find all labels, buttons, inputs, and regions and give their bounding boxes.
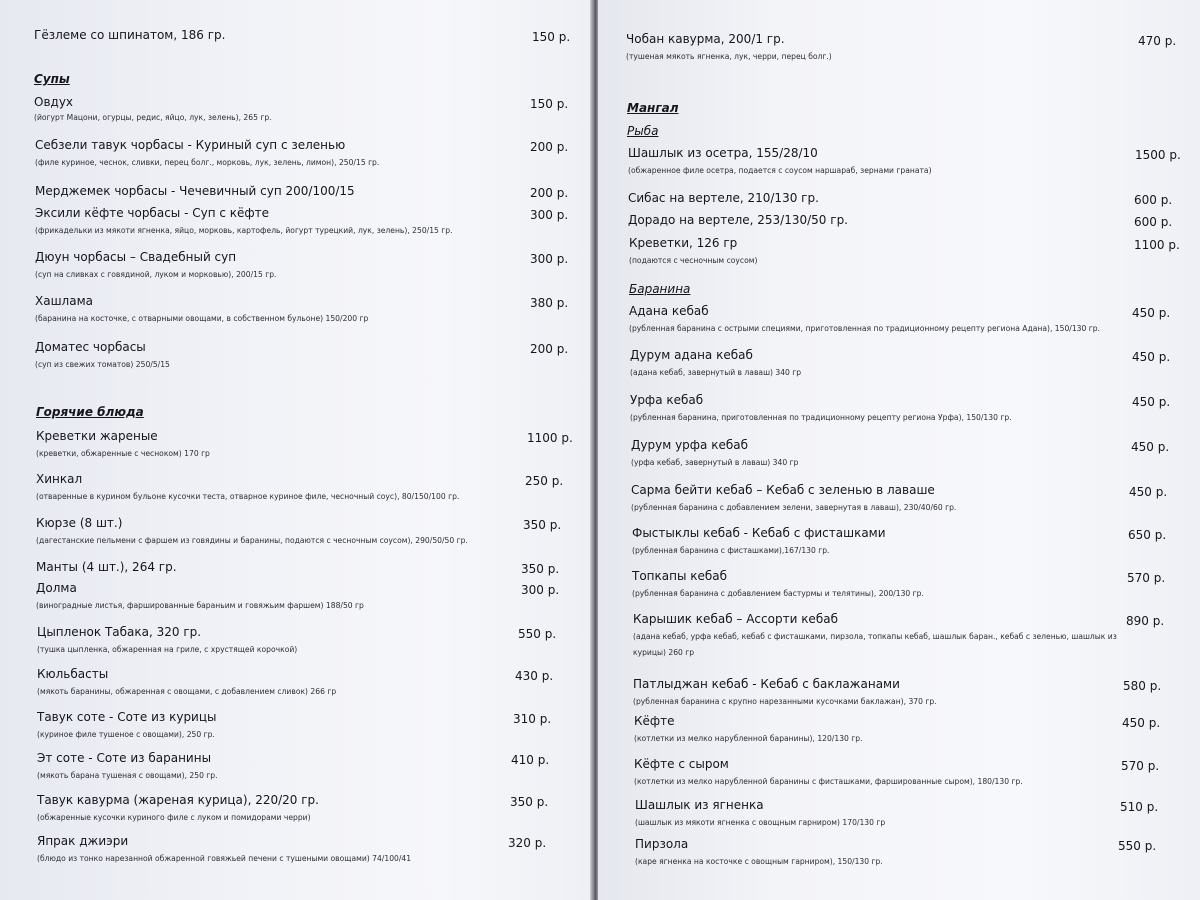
dish-description: (рубленная баранина с добавлением бастурмы и телятины), 200/130 гр. (632, 589, 924, 598)
dish-description: (адана кебаб, завернутый в лаваш) 340 гр (630, 368, 802, 377)
dish-name: Шашлык из осетра, 155/28/10 (628, 146, 818, 160)
dish-price: 570 р. (1127, 571, 1166, 585)
dish-description: (шашлык из мякоти ягненка с овощным гарниром) 170/130 гр (635, 818, 886, 827)
dish-price: 450 р. (1129, 485, 1168, 499)
dish-name: Топкапы кебаб (632, 569, 728, 583)
menu-page-left (0, 0, 592, 900)
dish-name: Цыпленок Табака, 320 гр. (37, 625, 202, 639)
dish-name: Карышик кебаб – Ассорти кебаб (633, 612, 838, 626)
dish-price: 1100 р. (527, 431, 573, 445)
dish-description: (филе куриное, чеснок, сливки, перец болг., морковь, лук, зелень, лимон), 250/15 гр. (35, 158, 380, 167)
dish-name: Дурум адана кебаб (630, 348, 753, 362)
dish-name: Овдух (34, 95, 74, 109)
dish-name: Манты (4 шт.), 264 гр. (36, 560, 177, 574)
dish-name: Креветки жареные (36, 429, 158, 443)
dish-price: 450 р. (1132, 306, 1171, 320)
dish-price: 550 р. (518, 627, 557, 641)
dish-price: 300 р. (530, 252, 569, 266)
dish-name: Долма (36, 581, 77, 595)
dish-name: Кюльбасты (37, 667, 109, 681)
dish-name: Дорадо на вертеле, 253/130/50 гр. (628, 213, 848, 227)
dish-name: Тавук соте - Соте из курицы (37, 710, 217, 724)
dish-name: Хашлама (35, 294, 93, 308)
dish-description: (креветки, обжаренные с чесноком) 170 гр (36, 449, 210, 458)
dish-name: Креветки, 126 гр (629, 236, 738, 250)
dish-name: Дурум урфа кебаб (631, 438, 748, 452)
dish-price: 320 р. (508, 836, 547, 850)
dish-description: (куриное филе тушеное с овощами), 250 гр. (37, 730, 215, 739)
dish-description: (тушка цыпленка, обжаренная на гриле, с хрустящей корочкой) (37, 645, 298, 654)
dish-price: 200 р. (530, 140, 569, 154)
dish-price: 310 р. (513, 712, 552, 726)
dish-price: 1100 р. (1134, 238, 1180, 252)
dish-name: Эксили кёфте чорбасы - Суп с кёфте (35, 206, 270, 220)
dish-name: Сарма бейти кебаб – Кебаб с зеленью в лаваше (631, 483, 935, 497)
section-subheading: Баранина (629, 282, 691, 296)
dish-price: 380 р. (530, 296, 569, 310)
dish-name: Фыстыклы кебаб - Кебаб с фисташками (632, 526, 886, 540)
dish-description: (фрикадельки из мякоти ягненка, яйцо, морковь, картофель, йогурт турецкий, лук, зелень), 250/15 гр. (35, 226, 453, 235)
dish-name: Патлыджан кебаб - Кебаб с баклажанами (633, 677, 900, 691)
dish-price: 470 р. (1138, 34, 1177, 48)
section-heading: Мангал (627, 101, 679, 115)
dish-price: 250 р. (525, 474, 564, 488)
dish-price: 150 р. (532, 30, 571, 44)
dish-price: 200 р. (530, 186, 569, 200)
dish-price: 580 р. (1123, 679, 1162, 693)
dish-price: 450 р. (1132, 350, 1171, 364)
dish-description: (адана кебаб, урфа кебаб, кебаб с фисташками, пирзола, топкапы кебаб, шашлык баран., кебаб с зеленью, шашлык из (633, 632, 1117, 641)
dish-description: (мякоть барана тушеная с овощами), 250 гр. (37, 771, 218, 780)
dish-description: (суп на сливках с говядиной, луком и морковью), 200/15 гр. (35, 270, 277, 279)
dish-name: Сибас на вертеле, 210/130 гр. (628, 191, 819, 205)
dish-description: (баранина на косточке, с отварными овощами, в собственном бульоне) 150/200 гр (35, 314, 369, 323)
dish-price: 410 р. (511, 753, 550, 767)
dish-name: Пирзола (635, 837, 689, 851)
dish-price: 570 р. (1121, 759, 1160, 773)
dish-price: 650 р. (1128, 528, 1167, 542)
dish-description: (блюдо из тонко нарезанной обжаренной говяжьей печени с тушеными овощами) 74/100/41 (37, 854, 412, 863)
dish-description: (тушеная мякоть ягненка, лук, черри, перец болг.) (626, 52, 832, 61)
dish-name: Тавук кавурма (жареная курица), 220/20 гр. (37, 793, 319, 807)
menu-page-right (598, 0, 1200, 900)
section-subheading: Рыба (627, 124, 659, 138)
dish-description: (котлетки из мелко нарубленной баранины с фисташками, фаршированные сыром), 180/130 гр. (634, 777, 1023, 786)
dish-description: (рубленная баранина с фисташками),167/130 гр. (632, 546, 830, 555)
dish-description: (котлетки из мелко нарубленной баранины), 120/130 гр. (634, 734, 863, 743)
dish-description: (йогурт Мацони, огурцы, редис, яйцо, лук, зелень), 265 гр. (34, 113, 272, 122)
dish-name: Кёфте (634, 714, 675, 728)
dish-name: Япрак джиэри (37, 834, 129, 848)
dish-name: Чобан кавурма, 200/1 гр. (626, 32, 785, 46)
dish-price: 510 р. (1120, 800, 1159, 814)
dish-name: Кюрзе (8 шт.) (36, 516, 123, 530)
dish-name: Гёзлеме со шпинатом, 186 гр. (34, 28, 226, 42)
dish-price: 350 р. (521, 562, 560, 576)
dish-name: Мерджемек чорбасы - Чечевичный суп 200/100/15 (35, 184, 355, 198)
dish-description: (подаются с чесночным соусом) (629, 256, 758, 265)
dish-description: (мякоть баранины, обжаренная с овощами, с добавлением сливок) 266 гр (37, 687, 337, 696)
dish-price: 600 р. (1134, 193, 1173, 207)
dish-description: (каре ягненка на косточке с овощным гарниром), 150/130 гр. (635, 857, 883, 866)
dish-price: 300 р. (530, 208, 569, 222)
dish-price: 450 р. (1132, 395, 1171, 409)
dish-price: 200 р. (530, 342, 569, 356)
dish-description: (обжаренное филе осетра, подается с соусом наршараб, зернами граната) (628, 166, 932, 175)
dish-price: 890 р. (1126, 614, 1165, 628)
dish-price: 450 р. (1122, 716, 1161, 730)
dish-price: 600 р. (1134, 215, 1173, 229)
dish-price: 350 р. (523, 518, 562, 532)
dish-name: Адана кебаб (629, 304, 709, 318)
dish-name: Дюун чорбасы – Свадебный суп (35, 250, 237, 264)
dish-name: Себзели тавук чорбасы - Куриный суп с зеленью (35, 138, 346, 152)
dish-name: Доматес чорбасы (35, 340, 146, 354)
dish-description: (урфа кебаб, завернутый в лаваш) 340 гр (631, 458, 799, 467)
dish-description: (рубленная баранина с добавлением зелени, завернутая в лаваш), 230/40/60 гр. (631, 503, 957, 512)
dish-price: 550 р. (1118, 839, 1157, 853)
dish-description: (суп из свежих томатов) 250/5/15 (35, 360, 170, 369)
dish-description: (обжаренные кусочки куриного филе с луком и помидорами черри) (37, 813, 311, 822)
dish-price: 450 р. (1131, 440, 1170, 454)
dish-name: Кёфте с сыром (634, 757, 729, 771)
dish-description: (виноградные листья, фаршированные бараньим и говяжьим фаршем) 188/50 гр (36, 601, 364, 610)
dish-description: (дагестанские пельмени с фаршем из говядины и баранины, подаются с чесночным соусом), 290/50/50 гр. (36, 536, 468, 545)
dish-price: 300 р. (521, 583, 560, 597)
dish-name: Хинкал (36, 472, 83, 486)
dish-description: (рубленная баранина с острыми специями, приготовленная по традиционному рецепту региона Адана), 150/130 гр. (629, 324, 1100, 333)
dish-name: Шашлык из ягненка (635, 798, 764, 812)
dish-description: (отваренные в курином бульоне кусочки теста, отварное куриное филе, чесночный соус), 80/150/100 гр. (36, 492, 460, 501)
dish-description-continued: курицы) 260 гр (633, 648, 695, 657)
dish-description: (рубленная баранина, приготовленная по традиционному рецепту региона Урфа), 150/130 гр. (630, 413, 1012, 422)
dish-price: 350 р. (510, 795, 549, 809)
dish-price: 430 р. (515, 669, 554, 683)
dish-name: Урфа кебаб (630, 393, 704, 407)
section-heading: Супы (34, 72, 70, 86)
section-heading: Горячие блюда (36, 405, 144, 419)
dish-name: Эт соте - Соте из баранины (37, 751, 212, 765)
dish-description: (рубленная баранина с крупно нарезанными кусочками баклажан), 370 гр. (633, 697, 937, 706)
dish-price: 150 р. (530, 97, 569, 111)
dish-price: 1500 р. (1135, 148, 1181, 162)
